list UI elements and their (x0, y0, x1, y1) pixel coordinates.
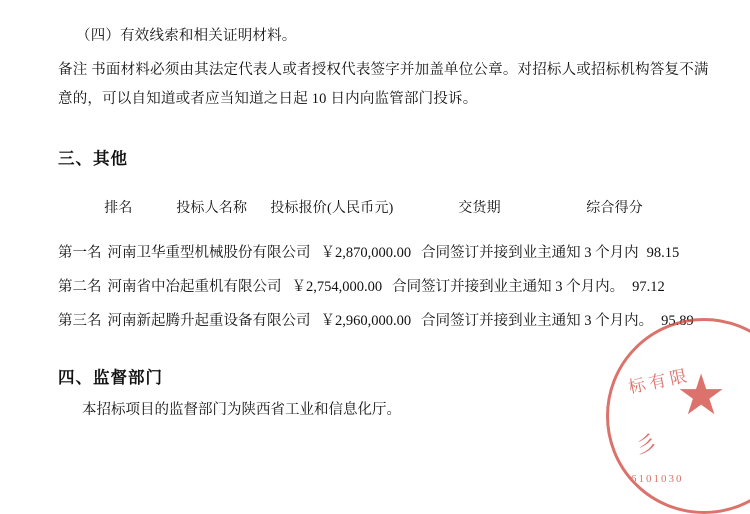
table-row (58, 273, 710, 301)
seal-signature-mark: 彡 (633, 430, 659, 459)
row-score: 95.89 (661, 313, 694, 330)
bid-table-header (58, 181, 710, 233)
section-supervise-body: 本招标项目的监督部门为陕西省工业和信息化厅。 (82, 401, 401, 418)
column-header-score: 综合得分 (586, 200, 644, 216)
row-price: ￥2,960,000.00 (320, 313, 412, 330)
column-header-price: 投标报价(人民币元) (270, 200, 394, 216)
clause-four-paragraph: （四）有效线索和相关证明材料。 (76, 28, 297, 44)
row-delivery: 合同签订并接到业主通知 3 个月内 (421, 244, 639, 261)
row-bidder: 河南卫华重型机械股份有限公司 (107, 244, 311, 261)
row-delivery: 合同签订并接到业主通知 3 个月内。 (421, 313, 654, 330)
row-bidder: 河南省中冶起重机有限公司 (107, 279, 282, 296)
row-score: 97.12 (632, 279, 665, 296)
row-delivery: 合同签订并接到业主通知 3 个月内。 (392, 279, 625, 296)
remark-paragraph: 备注 书面材料必须由其法定代表人或者授权代表签字并加盖单位公章。对招标人或招标机构答复不满意的，可以自知道或者应当知道之日起 10 日内向监管部门投诉。 (58, 62, 709, 107)
column-header-rank: 排名 (104, 200, 133, 216)
seal-arc-text: 标有限 (626, 365, 693, 398)
table-row (58, 307, 710, 335)
seal-code-text: 6101030 (631, 473, 684, 485)
table-row (58, 239, 710, 267)
row-rank: 第三名 (58, 313, 102, 330)
column-header-bidder: 投标人名称 (176, 200, 248, 216)
section-supervise (58, 364, 710, 424)
row-price: ￥2,754,000.00 (291, 279, 383, 296)
row-score: 98.15 (646, 244, 680, 261)
section-other-heading: 三、其他 (58, 148, 128, 168)
section-supervise-heading: 四、监督部门 (58, 367, 163, 387)
row-price: ￥2,870,000.00 (320, 244, 412, 261)
section-other (58, 145, 710, 336)
row-rank: 第二名 (58, 279, 102, 296)
row-rank: 第一名 (58, 244, 102, 261)
column-header-delivery: 交货期 (458, 200, 501, 216)
row-bidder: 河南新起腾升起重设备有限公司 (107, 313, 311, 330)
